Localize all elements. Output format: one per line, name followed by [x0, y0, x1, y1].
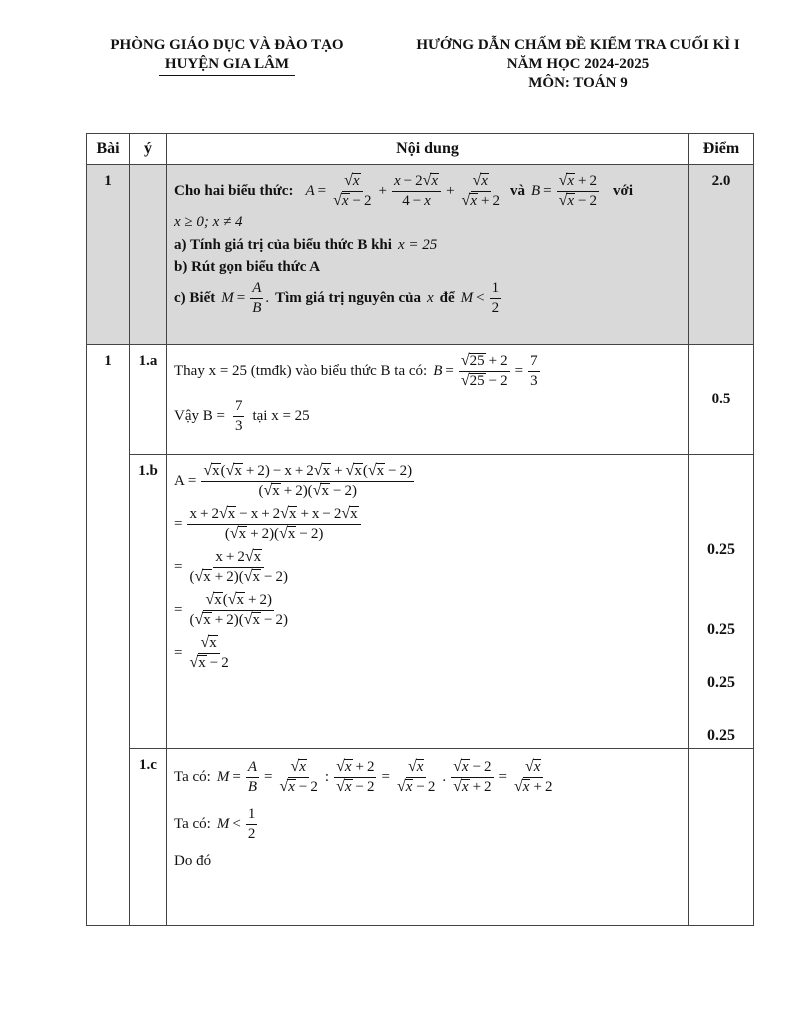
document-title: HƯỚNG DẪN CHẤM ĐỀ KIỂM TRA CUỐI KÌ I [416, 37, 740, 53]
part-c-pre: c) Biết [174, 290, 216, 306]
with-text: với [613, 183, 633, 199]
col-header-diem: Điểm [689, 134, 754, 165]
table-header-row [87, 134, 754, 165]
score-1b-3: 0.25 [707, 674, 735, 691]
sub-question-1a: 1.a [130, 345, 167, 455]
step-3: = x + 2 √ x ( √ x + 2)( √ x − 2) [174, 548, 288, 585]
problem-row [87, 165, 754, 345]
answer-1c-text2: Ta có: [174, 816, 211, 832]
answer-row-1c [87, 749, 754, 926]
part-c-mid: Tìm giá trị nguyên của [275, 290, 421, 306]
score-1b-1: 0.25 [707, 541, 735, 558]
header-left [86, 36, 368, 76]
score-1a: 0.5 [689, 345, 754, 455]
answer-row-1b [87, 455, 754, 749]
answer-1c-text3: Do đó [174, 853, 212, 869]
district-name: HUYỆN GIA LÂM [159, 55, 295, 76]
step-5: = √ x √ x − 2 [174, 634, 229, 671]
sub-question-1c: 1.c [130, 749, 167, 926]
part-c: c) Biết M = $\frac{A}{B}$ . Tìm giá trị nguyên của x để M < $\frac{1}{2}$ [174, 280, 500, 316]
c-step-2: Ta có: M < $\frac{1}{2}$ [174, 806, 256, 842]
expression-line: Cho hai biểu thức: A = √ x √ x − 2 + x − 2 √ x 4 − x + √ x √ x + 2 và B = √ x + 2 √ x − 2 với [174, 172, 633, 209]
grading-table [86, 133, 754, 926]
step-2: = x + 2 √ x − x + 2 √ x + x − 2 √ x ( √ x + 2)( √ x − 2) [174, 506, 682, 543]
score-1c-empty [689, 749, 754, 926]
answer-row-1a [87, 345, 754, 455]
part-c-post: để [439, 290, 455, 306]
answer-1a-text1: Thay x = 25 (tmđk) vào biểu thức B ta có: [174, 363, 428, 379]
answer-1b-content [167, 455, 689, 749]
part-a-value: x = 25 [397, 237, 438, 253]
score-1b-4: 0.25 [707, 727, 735, 744]
col-header-bai: Bài [87, 134, 130, 165]
header-right [385, 36, 771, 93]
score-1b-2: 0.25 [707, 621, 735, 638]
answer-1a-content: Thay x = 25 (tmđk) vào biểu thức B ta có: B = √ 25 + 2 √ 25 − 2 = $\frac{7}{3}$ Vậy B = $\frac{7}{3}$ tại x = 25 [167, 345, 689, 455]
answer-problem-number: 1 [87, 345, 130, 926]
intro-text: Cho hai biểu thức: [174, 183, 294, 199]
answer-1c-text1: Ta có: [174, 769, 211, 785]
department-name: PHÒNG GIÁO DỤC VÀ ĐÀO TẠO [110, 37, 344, 53]
problem-sub-empty [130, 165, 167, 345]
and-text: và [509, 183, 525, 199]
part-b: b) Rút gọn biểu thức A [174, 259, 321, 275]
part-a-text: a) Tính giá trị của biểu thức B khi [174, 237, 392, 253]
part-a [174, 237, 682, 254]
step-1: A = √ x ( √ x + 2) − x + 2 √ x + √ x ( √ x − 2) ( √ x + 2)( √ x − 2) [174, 462, 413, 499]
condition: x ≥ 0; x ≠ 4 [174, 214, 243, 230]
step-4: = √ x ( √ x + 2) ( √ x + 2)( √ x − 2) [174, 591, 288, 628]
answer-1a-text2: Vậy B = [174, 408, 225, 424]
answer-1c-content [167, 749, 689, 926]
scores-1b [689, 455, 754, 749]
c-step-1: Ta có: M = $\frac{A}{B}$ = √ x √ x − 2 : √ x + 2 √ x − 2 = √ x √ x − 2 . √ x − 2 √ x + 2 = √ x √ x + 2 [174, 758, 553, 795]
col-header-y: ý [130, 134, 167, 165]
col-header-noidung: Nội dung [167, 134, 689, 165]
part-c-var: x [426, 290, 434, 306]
problem-statement [167, 165, 689, 345]
problem-number: 1 [87, 165, 130, 345]
school-year: NĂM HỌC 2024-2025 [506, 56, 650, 72]
subject: MÔN: TOÁN 9 [528, 75, 628, 91]
problem-total-score: 2.0 [689, 165, 754, 345]
sub-question-1b: 1.b [130, 455, 167, 749]
answer-1a-text3: tại x = 25 [252, 408, 310, 424]
